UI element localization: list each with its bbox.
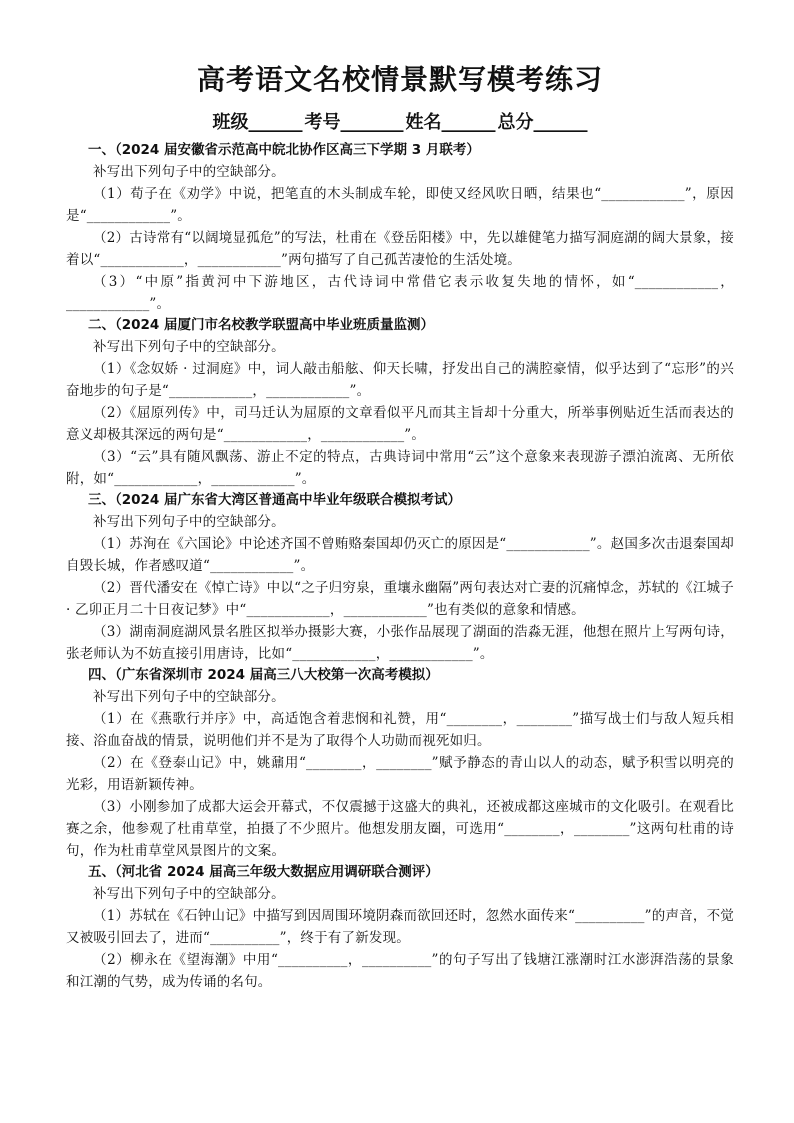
section-heading: 二、（2024 届厦门市名校教学联盟高中毕业班质量监测） <box>88 317 435 333</box>
document-page <box>66 58 734 993</box>
section-5 <box>66 862 734 993</box>
section-3 <box>66 490 734 665</box>
page-title: 高考语文名校情景默写模考练习 <box>196 63 603 96</box>
question-item: （2）柳永在《望海潮》中用“__________，__________”的句子写出了钱塘江涨潮时江水澎湃浩荡的景象和江潮的气势，成为传诵的名句。 <box>66 952 734 990</box>
question-item: （1）荀子在《劝学》中说，把笔直的木头制成车轮，即使又经风吹日晒，结果也“____________”，原因是“____________”。 <box>66 186 734 224</box>
question-item: （1）苏轼在《石钟山记》中描写到因周围环境阴森而欲回还时，忽然水面传来“__________”的声音，不觉又被吸引回去了，进而“__________”，终于有了新发现。 <box>66 908 734 946</box>
question-item: （1）苏洵在《六国论》中论述齐国不曾贿赂秦国却仍灭亡的原因是“____________”。赵国多次击退秦国却自毁长城，作者感叹道“____________”。 <box>66 536 734 574</box>
section-instruction: 补写出下列句子中的空缺部分。 <box>93 339 285 355</box>
section-instruction: 补写出下列句子中的空缺部分。 <box>93 164 285 180</box>
question-item: （3）湖南洞庭湖风景名胜区拟举办摄影大赛，小张作品展现了湖面的浩淼无涯，他想在照片上写两句诗，张老师认为不妨直接引用唐诗，比如“____________，____________”。 <box>66 624 734 662</box>
question-item: （2）晋代潘安在《悼亡诗》中以“之子归穷泉，重壤永幽隔”两句表达对亡妻的沉痛悼念，苏轼的《江城子 · 乙卯正月二十日夜记梦》中“____________，____________”也有类似的意象和情感。 <box>66 580 734 618</box>
question-item: （2）在《登泰山记》中，姚鼐用“________，________”赋予静态的青山以人的动态，赋予积雪以明亮的光彩，用语新颖传神。 <box>66 755 734 793</box>
question-item: （1）在《燕歌行并序》中，高适饱含着悲悯和礼赞，用“________，________”描写战士们与敌人短兵相接、浴血奋战的情景，说明他们并不是为了取得个人功勋而视死如归。 <box>66 711 734 749</box>
section-instruction: 补写出下列句子中的空缺部分。 <box>93 886 285 902</box>
question-item: （3）“云”具有随风飘荡、游止不定的特点，古典诗词中常用“云”这个意象来表现游子漂泊流离、无所依附，如“____________，____________”。 <box>66 449 734 487</box>
exam-number-field[interactable]: 考号_______ <box>304 112 404 133</box>
total-score-field[interactable]: 总分______ <box>497 112 588 133</box>
question-item: （3）“中原”指黄河中下游地区，古代诗词中常借它表示收复失地的情怀，如“____________，____________”。 <box>66 274 734 312</box>
section-instruction: 补写出下列句子中的空缺部分。 <box>93 689 285 705</box>
section-heading: 三、（2024 届广东省大湾区普通高中毕业年级联合模拟考试） <box>88 492 462 508</box>
question-item: （3）小刚参加了成都大运会开幕式，不仅震撼于这盛大的典礼，还被成都这座城市的文化吸引。在观看比赛之余，他参观了杜甫草堂，拍摄了不少照片。他想发朋友圈，可选用“________，________”这两句杜甫的诗句，作为杜甫草堂风景图片的文案。 <box>66 799 734 859</box>
section-instruction: 补写出下列句子中的空缺部分。 <box>93 514 285 530</box>
section-2 <box>66 315 734 490</box>
section-heading: 四、（广东省深圳市 2024 届高三八大校第一次高考模拟） <box>88 667 439 683</box>
section-heading: 一、（2024 届安徽省示范高中皖北协作区高三下学期 3 月联考） <box>88 142 480 158</box>
section-1 <box>66 140 734 315</box>
question-item: （2）《屈原列传》中，司马迁认为屈原的文章看似平凡而其主旨却十分重大，所举事例贴近生活而表达的意义却极其深远的两句是“____________，____________”。 <box>66 405 734 443</box>
question-item: （1）《念奴娇 · 过洞庭》中，词人敲击船舷、仰天长啸，抒发出自己的满腔豪情，似乎达到了“忘形”的兴奋地步的句子是“____________，____________”。 <box>66 361 734 399</box>
section-4 <box>66 665 734 862</box>
class-field[interactable]: 班级______ <box>212 112 303 133</box>
student-info-line <box>66 108 734 138</box>
question-item: （2）古诗常有“以阔境显孤危”的写法，杜甫在《登岳阳楼》中，先以雄健笔力描写洞庭湖的阔大景象，接着以“____________，____________”两句描写了自己孤苦凄怆的生活处境。 <box>66 230 734 268</box>
name-field[interactable]: 姓名______ <box>405 112 496 133</box>
section-heading: 五、（河北省 2024 届高三年级大数据应用调研联合测评） <box>88 864 439 880</box>
